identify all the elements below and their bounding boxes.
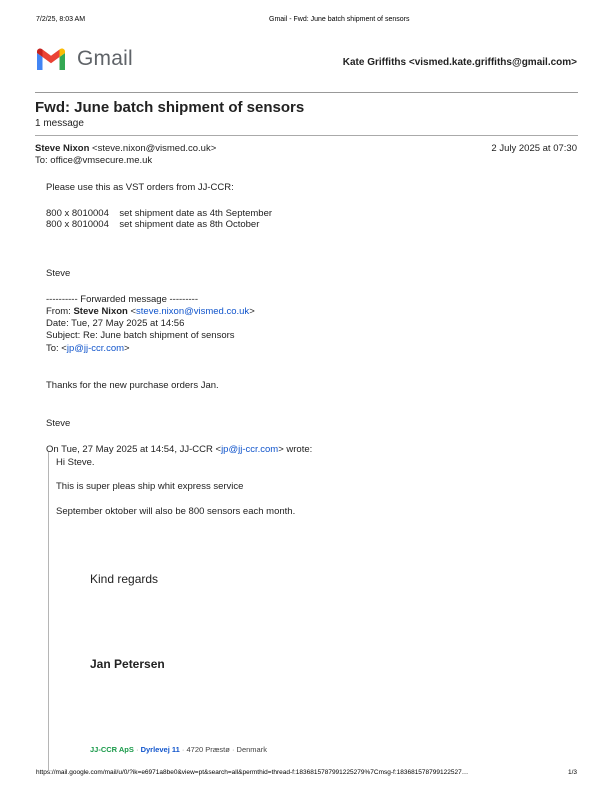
forward-to-label: To: <	[46, 343, 67, 354]
print-page-title: Gmail - Fwd: June batch shipment of sensors	[269, 16, 410, 23]
forward-date: Date: Tue, 27 May 2025 at 14:56	[46, 318, 185, 329]
forward-to: To: <jp@jj-ccr.com>	[46, 343, 130, 354]
attribution-email-link[interactable]: jp@jj-ccr.com	[221, 444, 279, 455]
account-name: Kate Griffiths <vismed.kate.griffiths@gmail.com>	[342, 57, 577, 68]
order-line-2: 800 x 8010004 set shipment date as 8th October	[46, 219, 260, 230]
quoted-regards: Kind regards	[90, 572, 159, 586]
quote-attribution: On Tue, 27 May 2025 at 14:54, JJ-CCR <jp@jj-ccr.com> wrote:	[46, 444, 313, 455]
body-intro: Please use this as VST orders from JJ-CCR:	[46, 182, 234, 193]
message-recipient: To: office@vmsecure.me.uk	[35, 155, 153, 166]
forward-to-email-link[interactable]: jp@jj-ccr.com	[66, 343, 125, 354]
forward-from-email-link[interactable]: steve.nixon@vismed.co.uk	[136, 306, 250, 317]
quote-bar	[48, 452, 49, 770]
forward-from: From: Steve Nixon <steve.nixon@vismed.co.uk>	[46, 306, 255, 317]
quoted-signature-address: JJ-CCR ApS · Dyrlevej 11 · 4720 Præstø · Denmark	[90, 745, 267, 754]
quoted-line-1: This is super pleas ship whit express service	[56, 481, 244, 492]
signature-street: Dyrlevej 11	[140, 745, 180, 754]
signoff: Steve	[46, 268, 71, 279]
quoted-signature-name: Jan Petersen	[90, 657, 165, 671]
print-date: 7/2/25, 8:03 AM	[36, 16, 86, 23]
print-page-number: 1/3	[567, 769, 577, 776]
signature-city: 4720 Præstø	[186, 745, 230, 754]
thread-subject: Fwd: June batch shipment of sensors	[35, 99, 305, 116]
sender-email: <steve.nixon@vismed.co.uk>	[92, 143, 217, 154]
forward-signoff: Steve	[46, 418, 71, 429]
forward-subject: Subject: Re: June batch shipment of sensors	[46, 330, 235, 341]
header-divider	[35, 92, 578, 93]
sender-name: Steve Nixon	[35, 143, 90, 154]
signature-country: Denmark	[236, 745, 267, 754]
signature-company: JJ-CCR ApS	[90, 745, 134, 754]
subject-divider	[35, 135, 578, 136]
gmail-logo-icon	[35, 46, 67, 72]
forward-body: Thanks for the new purchase orders Jan.	[46, 380, 219, 391]
gmail-wordmark: Gmail	[77, 47, 133, 70]
forward-separator: ---------- Forwarded message ---------	[46, 294, 198, 305]
forward-from-label: From:	[46, 306, 71, 317]
message-sender	[35, 143, 216, 154]
quoted-line-2: September oktober will also be 800 sensors each month.	[56, 506, 296, 517]
message-date: 2 July 2025 at 07:30	[491, 143, 577, 154]
print-url: https://mail.google.com/mail/u/0/?ik=e6971a8be0&view=pt&search=all&permthid=thread-f:1836815787991225279%7Cmsg-f:183681578799122527…	[36, 769, 469, 776]
quoted-greeting: Hi Steve.	[56, 457, 95, 468]
message-count: 1 message	[35, 118, 84, 129]
order-line-1: 800 x 8010004 set shipment date as 4th September	[46, 208, 273, 219]
forward-from-name: Steve Nixon	[73, 306, 128, 317]
